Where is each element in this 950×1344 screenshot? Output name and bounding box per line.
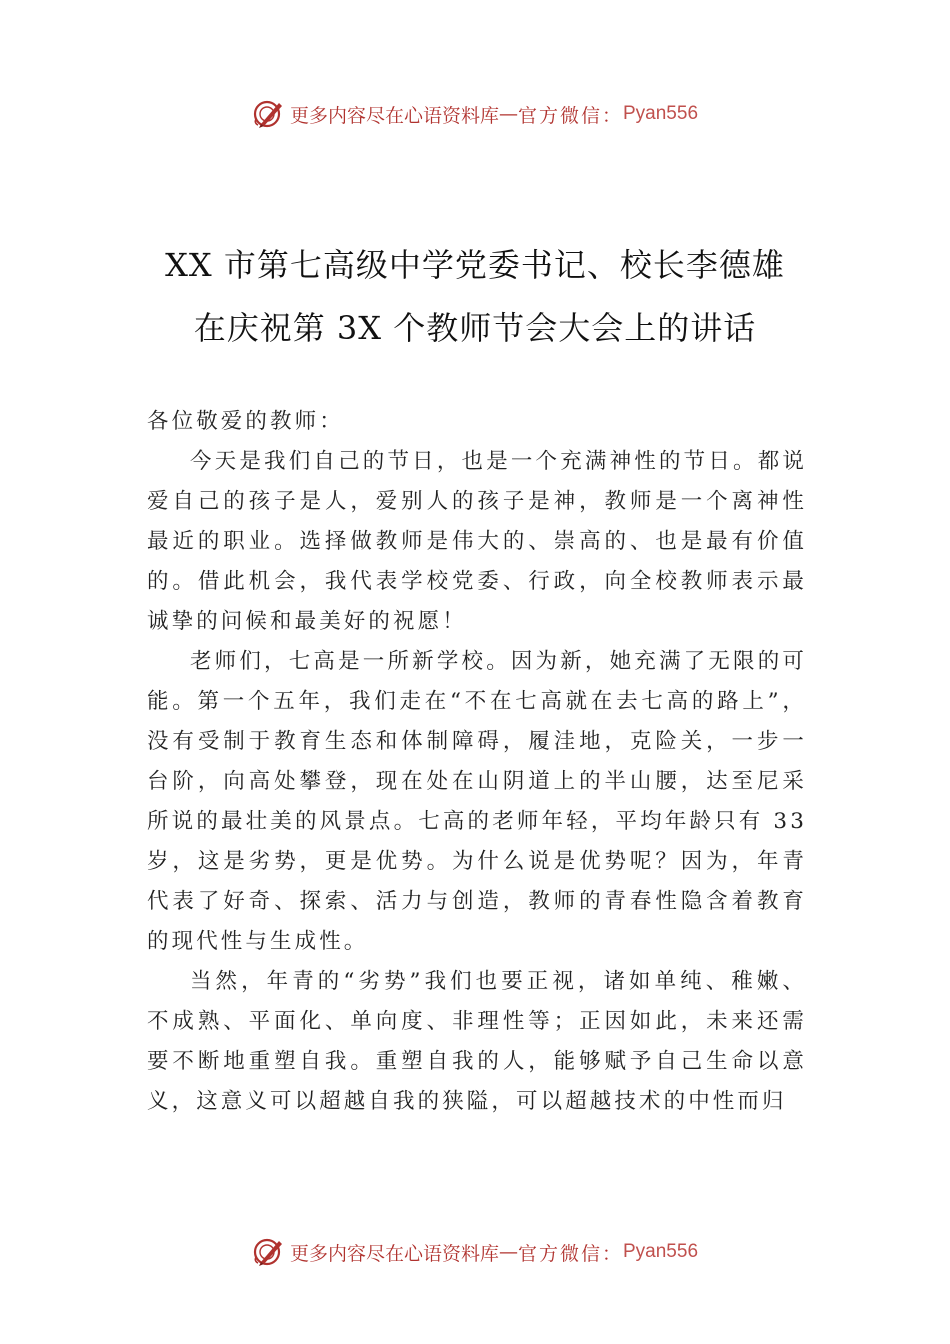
paragraph-2: 老师们，七高是一所新学校。因为新，她充满了无限的可能。第一个五年，我们走在“不在七高就在去七高的路上”，没有受制于教育生态和体制障碍，履洼地，克险关，一步一台阶，向高处攀登，现在处在山阴道上的半山腰，达至尼采所说的最壮美的风景点。七高的老师年轻，平均年龄只有 33 岁，这是劣势，更是优势。为什么说是优势呢？因为，年青代表了好奇、探索、活力与创造，教师的青春性隐含着教育的现代性与生成性。 — [147, 649, 807, 954]
document-body — [147, 402, 807, 1122]
pen-circle-logo-icon — [252, 97, 286, 131]
header-wechat-label: 官方微信： — [517, 104, 623, 127]
document-title-line-1: XX 市第七高级中学党委书记、校长李德雄 — [165, 246, 785, 284]
paragraph-3: 当然，年青的“劣势”我们也要正视，诸如单纯、稚嫩、不成熟、平面化、单向度、非理性等；正因如此，未来还需要不断地重塑自我。重塑自我的人，能够赋予自己生命以意义，这意义可以超越自我的狭隘，可以超越技术的中性而归 — [147, 969, 807, 1114]
footer-site-text: 更多内容尽在心语资料库 — [289, 1242, 499, 1265]
footer-wechat-label: 官方微信： — [517, 1242, 623, 1265]
footer-separator: — — [498, 1241, 518, 1263]
header-site-text: 更多内容尽在心语资料库 — [289, 104, 499, 127]
document-title-line-2: 在庆祝第 3X 个教师节会大会上的讲话 — [193, 309, 757, 347]
footer-watermark-banner — [0, 1232, 950, 1272]
footer-wechat-account: Pyan556 — [623, 1241, 699, 1262]
header-watermark-banner — [0, 94, 950, 134]
pen-circle-logo-icon — [252, 1235, 286, 1269]
paragraph-1: 今天是我们自己的节日，也是一个充满神性的节日。都说爱自己的孩子是人，爱别人的孩子是神，教师是一个离神性最近的职业。选择做教师是伟大的、崇高的、也是最有价值的。借此机会，我代表学校党委、行政，向全校教师表示最诚挚的问候和最美好的祝愿！ — [147, 449, 807, 634]
header-wechat-account: Pyan556 — [623, 103, 699, 124]
header-separator: — — [498, 103, 518, 125]
greeting-line: 各位敬爱的教师： — [147, 409, 344, 434]
